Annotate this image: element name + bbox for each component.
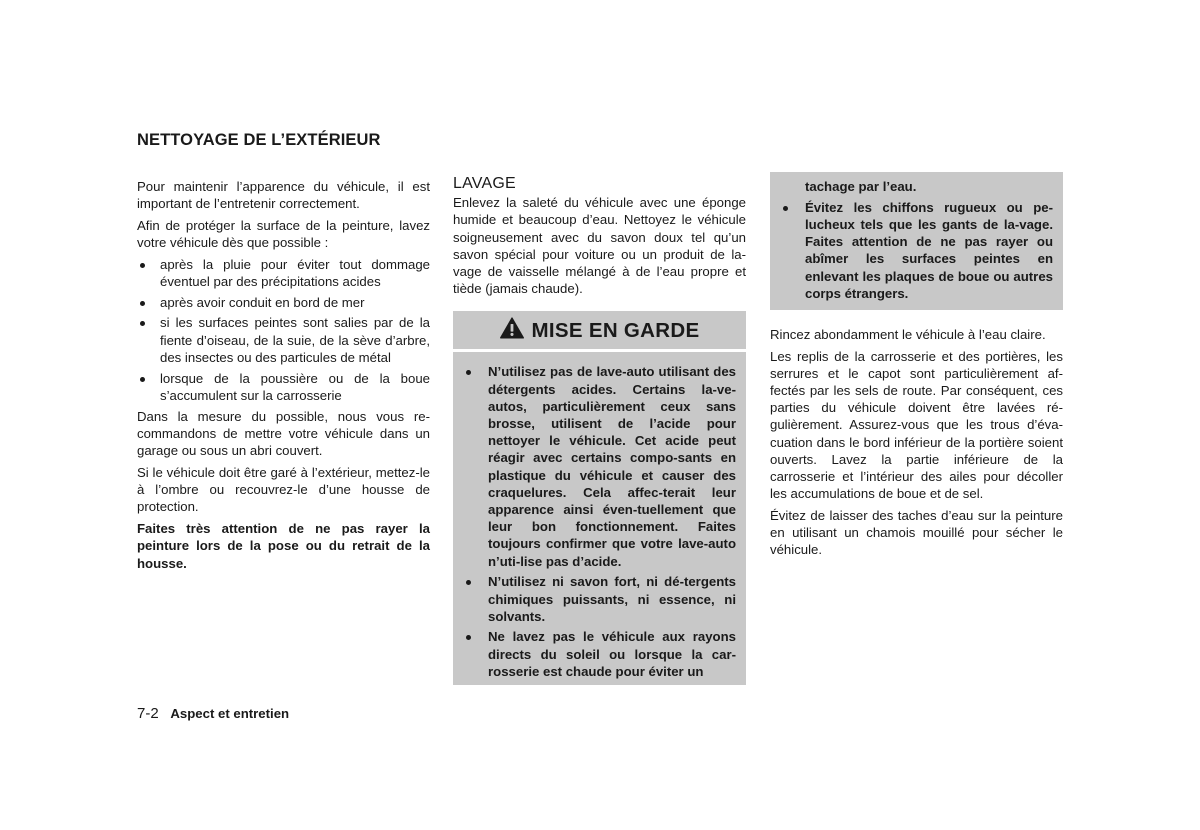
list-item: lorsque de la poussière ou de la boue s’accumulent sur la carrosserie — [137, 370, 430, 404]
warning-item: N’utilisez ni savon fort, ni dé-tergents chimiques puissants, ni essence, ni solvants. — [464, 573, 736, 625]
paragraph: Dans la mesure du possible, nous vous re-commandons de mettre votre véhicule dans un garage ou sous un abri couvert. — [137, 408, 430, 459]
page-footer — [137, 705, 289, 722]
paragraph: Si le véhicule doit être garé à l’extérieur, mettez-le à l’ombre ou recouvrez-le d’une housse de protection. — [137, 465, 430, 515]
warning-item: Évitez les chiffons rugueux ou pe-lucheux tels que les gants de la-vage. Faites attention de ne pas rayer ou abîmer les surfaces peintes en enlevant les plaques de boue ou autres corps étrangers. — [781, 199, 1053, 302]
paragraph: Rincez abondamment le véhicule à l’eau claire. — [770, 326, 1046, 342]
paragraph-emphasis: Faites très attention de ne pas rayer la peinture lors de la pose ou du retrait de la housse. — [137, 521, 430, 571]
column-middle — [453, 175, 746, 685]
paragraph: Les replis de la carrosserie et des portières, les serrures et le capot sont particulièrement af-fectés par les sels de route. Par conséquent, ces parties du véhicule doivent être lavées ré-gulièrement. Assurez-vous que les trous d’éva-cuation dans le bord inférieur de la portière soient ouverts. Lavez la partie inférieure de la carrosserie et l’intérieur des ailes pour décoller les accumulations de boue et de sel. — [770, 348, 1063, 502]
page-number: 7-2 — [137, 705, 159, 722]
warning-continuation — [770, 172, 1063, 310]
warning-list — [781, 199, 1053, 302]
paragraph: Enlevez la saleté du véhicule avec une éponge humide et beaucoup d’eau. Nettoyez le véhicule soigneusement avec du savon doux tel qu’un savon spécial pour voiture ou un produit de la-vage de vaisselle mélangé à de l’eau propre et tiède (jamais chaude). — [453, 195, 746, 297]
section-heading: LAVAGE — [453, 175, 516, 192]
column-right — [770, 172, 1063, 563]
warning-list — [464, 363, 736, 680]
paragraph: Afin de protéger la surface de la peinture, lavez votre véhicule dès que possible : — [137, 217, 430, 251]
list-item: si les surfaces peintes sont salies par de la fiente d’oiseau, de la suie, de la sève d’arbre, des insectes ou des particules de métal — [137, 314, 430, 366]
column-left — [137, 178, 430, 576]
warning-header — [453, 311, 746, 349]
paragraph: Évitez de laisser des taches d’eau sur la peinture en utilisant un chamois mouillé pour sécher le véhicule. — [770, 507, 1063, 558]
warning-triangle-icon — [500, 317, 524, 343]
bullet-list — [137, 256, 430, 404]
section-name: Aspect et entretien — [170, 706, 290, 721]
warning-continuation-text: tachage par l’eau. — [805, 179, 917, 194]
page-title: NETTOYAGE DE L’EXTÉRIEUR — [137, 131, 381, 149]
warning-item: N’utilisez pas de lave-auto utilisant des détergents acides. Certains la-ve-autos, particulièrement ceux sans brosse, utilisent de l’acide pour nettoyer le véhicule. Cet acide peut réagir avec certains compo-sants en plastique du véhicule et causer des craquelures. Cela affec-terait leur apparence ainsi éven-tuellement que leur bon fonctionnement. Faites toujours confirmer que votre lave-auto n’uti-lise pas d’acide. — [464, 363, 736, 569]
list-item: après avoir conduit en bord de mer — [137, 294, 430, 311]
warning-item: Ne lavez pas le véhicule aux rayons directs du soleil ou lorsque la car-rosserie est chaude pour éviter un — [464, 628, 736, 680]
warning-title: MISE EN GARDE — [531, 318, 700, 342]
warning-body — [453, 352, 746, 685]
paragraph: Pour maintenir l’apparence du véhicule, il est important de l’entretenir correctement. — [137, 179, 430, 212]
list-item: après la pluie pour éviter tout dommage éventuel par des précipitations acides — [137, 256, 430, 290]
